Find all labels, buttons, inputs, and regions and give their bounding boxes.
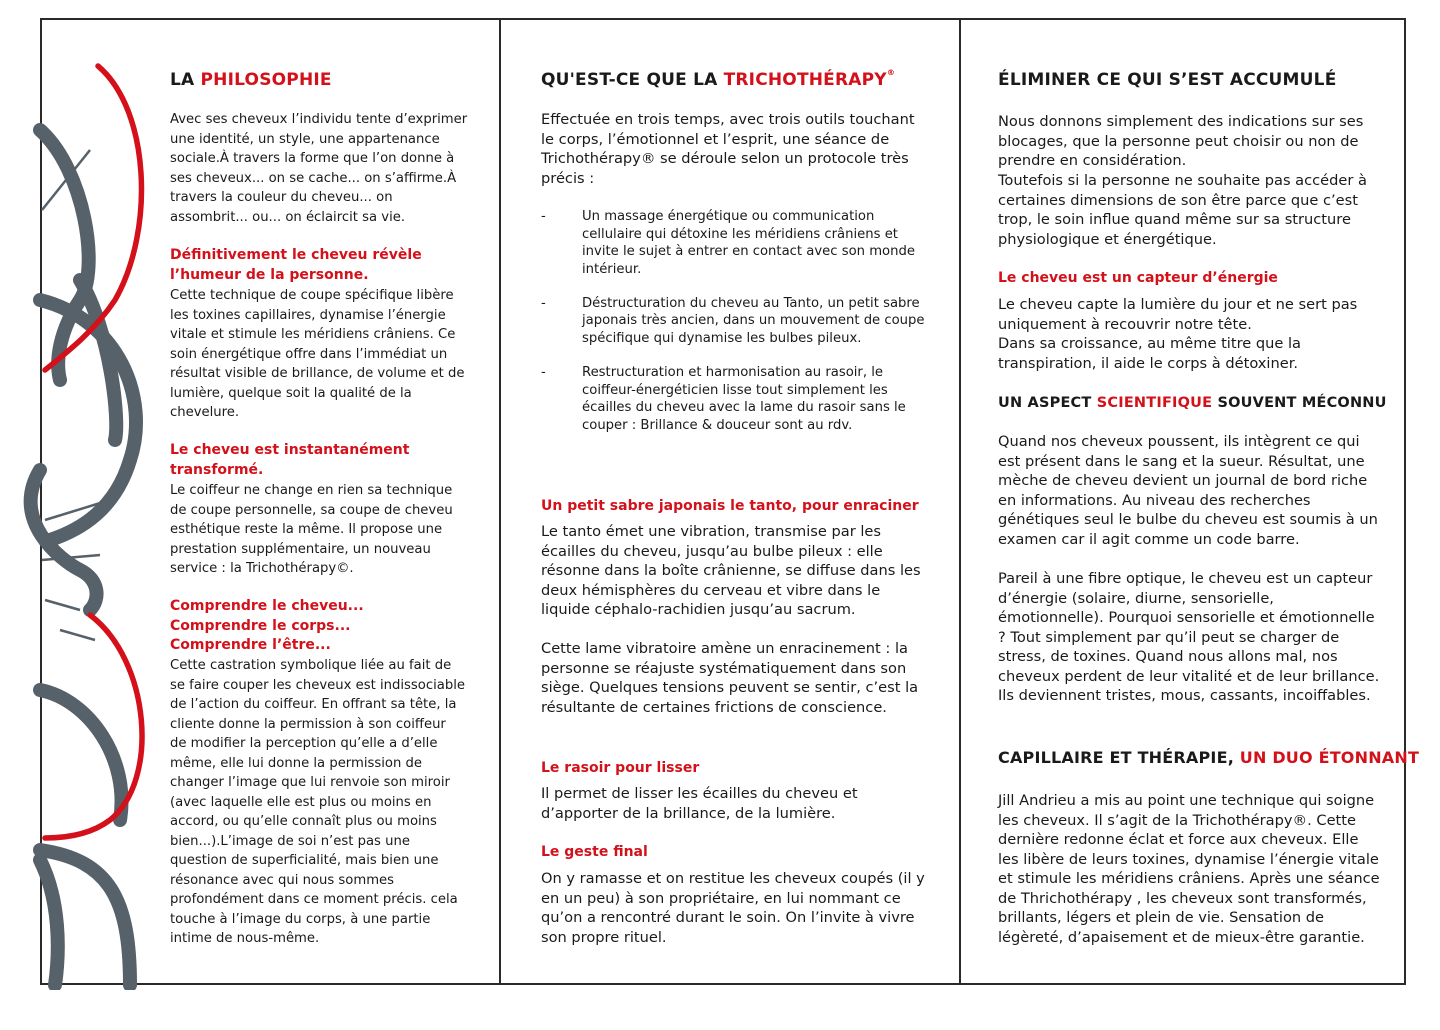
section-text-tanto-a: Le tanto émet une vibration, transmise par les écailles du cheveu, jusqu’au bulbe pileux : elle résonne dans la boîte crânienne, se diffuse dans les deux hémisphères du cerveau et vibre dans le liquide céphalo-rachidien jusqu’au sacrum. [541, 523, 921, 618]
section-text-rasoir: Il permet de lisser les écailles du cheveu et d’apporter de la brillance, de la lumière. [541, 785, 858, 822]
eliminer-intro-a: Nous donnons simplement des indications sur ses blocages, que la personne peut choisir ou non de prendre en considération. [998, 113, 1364, 169]
section-title-revele: Définitivement le cheveu révèle l’humeur de la personne. [170, 247, 422, 283]
section-title-tanto: Un petit sabre japonais le tanto, pour enraciner [541, 498, 919, 514]
section-title-geste: Le geste final [541, 844, 648, 860]
section-text-revele: Cette technique de coupe spécifique libère les toxines capillaires, dynamise l’énergie vitale et stimule les méridiens crâniens. Ce soin énergétique offre dans l’immédiat un résultat visible de brillance, de volume et de lumière, quelque soit la qualité de la chevelure. [170, 288, 465, 420]
section-title-rasoir: Le rasoir pour lisser [541, 760, 700, 776]
section-text-tanto-b: Cette lame vibratoire amène un enracinement : la personne se réajuste systématiquement dans son siège. Quelques tensions peuvent se sentir, c’est la résultante de certaines frictions de conscience. [541, 640, 919, 716]
philosophie-intro: Avec ses cheveux l’individu tente d’exprimer une identité, un style, une appartenance sociale.À travers la forme que l’on donne à ses cheveux... on se cache... on s’affirme.À travers la couleur du cheveu... on assombrit... ou... on éclaircit sa vie. [170, 112, 468, 225]
protocol-item-restructuration: - Restructuration et harmonisation au rasoir, le coiffeur-énergéticien lisse tout simplement les écailles du cheveu avec la lame du rasoir sans le couper : Brillance & douceur sont au rdv. [541, 365, 906, 433]
decorative-hair-illustration [0, 0, 170, 990]
heading-philosophie: LA PHILOSOPHIE [170, 70, 332, 90]
section-text-geste: On y ramasse et on restitue les cheveux coupés (il y en un peu) à son propriétaire, en lui nommant ce qu’on a rencontré durant le soin. On l’invite à vivre son propre rituel. [541, 870, 925, 946]
section-title-comprendre: Comprendre le cheveu... Comprendre le corps... Comprendre l’être... [170, 598, 364, 653]
section-text-capteur-b: Dans sa croissance, au même titre que la transpiration, il aide le corps à détoxiner. [998, 335, 1302, 372]
column-divider-1 [499, 18, 501, 985]
protocol-item-massage: - Un massage énergétique ou communication cellulaire qui détoxine les méridiens crâniens et invite le sujet à entrer en contact avec son monde intérieur. [541, 209, 915, 277]
section-title-capteur: Le cheveu est un capteur d’énergie [998, 270, 1278, 286]
trichotherapy-intro: Effectuée en trois temps, avec trois outils touchant le corps, l’émotionnel et l’esprit, une séance de Trichothérapy® se déroule selon un protocole très précis : [541, 111, 915, 187]
heading-duo: CAPILLAIRE ET THÉRAPIE, UN DUO ÉTONNANT [998, 748, 1420, 767]
column-divider-2 [959, 18, 961, 985]
section-text-duo: Jill Andrieu a mis au point une technique qui soigne les cheveux. Il s’agit de la Trichothérapy®. Cette dernière redonne éclat et force aux cheveux. Elle les libère de leurs toxines, dynamise l’énergie vitale et stimule les méridiens crâniens. Après une séance de Thrichothérapy , les cheveux sont transformés, brillants, légers et plein de vie. Sensation de légèreté, d’apaisement et de mieux-être garantie. [998, 792, 1380, 946]
section-text-scientifique-a: Quand nos cheveux poussent, ils intègrent ce qui est présent dans le sang et la sueur. Résultat, une mèche de cheveu devient un journal de bord riche en informations. Au niveau des recherches génétiques seul le bulbe du cheveu est soumis à un examen car il agit comme un code barre. [998, 433, 1378, 548]
section-title-transforme: Le cheveu est instantanément transformé. [170, 442, 410, 478]
heading-trichotherapy: QU'EST-CE QUE LA TRICHOTHÉRAPY® [541, 68, 896, 90]
protocol-item-destructuration: - Déstructuration du cheveu au Tanto, un petit sabre japonais très ancien, dans un mouvement de coupe spécifique qui dynamise les bulbes pileux. [541, 295, 925, 347]
heading-scientifique: UN ASPECT SCIENTIFIQUE SOUVENT MÉCONNU [998, 395, 1387, 411]
section-text-capteur-a: Le cheveu capte la lumière du jour et ne sert pas uniquement à recouvrir notre tête. [998, 296, 1358, 333]
section-text-transforme: Le coiffeur ne change en rien sa technique de coupe personnelle, sa coupe de cheveu esthétique reste la même. Il propose une prestation supplémentaire, un nouveau service : la Trichothérapy©. [170, 483, 453, 576]
section-text-scientifique-b: Pareil à une fibre optique, le cheveu est un capteur d’énergie (solaire, diurne, sensorielle, émotionnelle). Pourquoi sensorielle et émotionnelle ? Tout simplement par qu’il peut se charger de stress, de toxines. Quand nous allons mal, nos cheveux perdent de leur vitalité et de leur brillance. Ils deviennent tristes, mous, cassants, incoiffables. [998, 570, 1380, 704]
section-text-comprendre: Cette castration symbolique liée au fait de se faire couper les cheveux est indissociable de l’action du coiffeur. En offrant sa tête, la cliente donne la permission à son coiffeur de modifier la perception qu’elle a d’elle même, elle lui donne la permission de changer l’image que lui renvoie son miroir (avec laquelle elle est plus ou moins en accord, ou qu’elle connaît plus ou moins bien...).L’image de soi n’est pas une question de superficialité, mais bien une résonance avec qui nous sommes profondément dans ce moment précis. cela touche à l’image du corps, à une partie intime de nous-même. [170, 658, 465, 946]
protocol-list [541, 208, 936, 451]
heading-eliminer: ÉLIMINER CE QUI S’EST ACCUMULÉ [998, 70, 1337, 90]
eliminer-intro-b: Toutefois si la personne ne souhaite pas accéder à certaines dimensions de son être parce que c’est trop, le soin influe quand même sur sa structure physiologique et énergétique. [998, 172, 1367, 248]
